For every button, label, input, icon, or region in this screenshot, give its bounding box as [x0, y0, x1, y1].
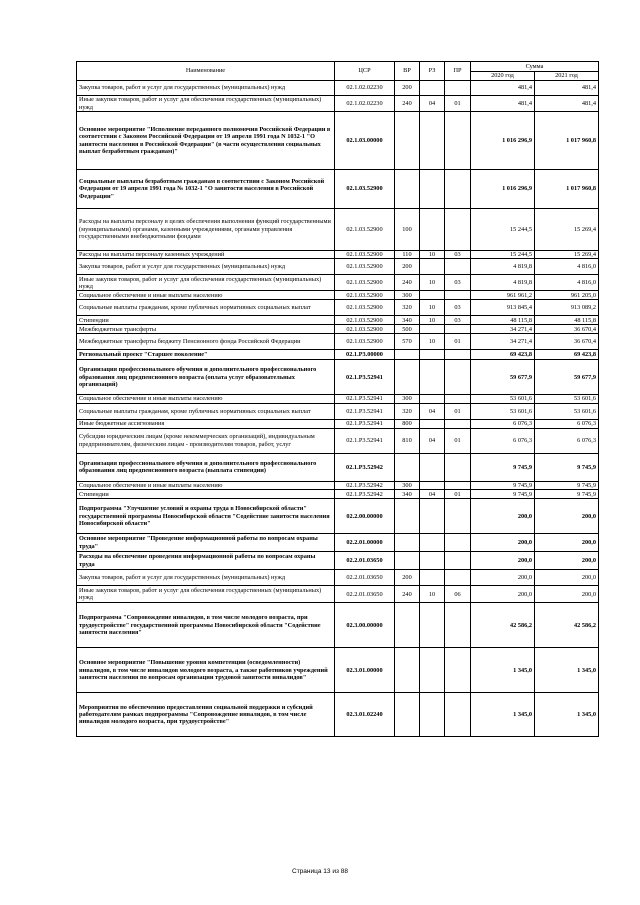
cell-vr: 800: [395, 419, 420, 428]
cell-vr: 320: [395, 300, 420, 316]
table-row: [77, 96, 599, 112]
cell-rz: [420, 209, 445, 251]
cell-rz: 04: [420, 490, 445, 499]
cell-csr: 02.1.03.52900: [335, 316, 395, 325]
cell-vr: 320: [395, 403, 420, 419]
cell-vr: [395, 360, 420, 395]
cell-name: Расходы на обеспечение проведения информационной работы по вопросам охраны труда: [77, 552, 335, 570]
cell-vr: 340: [395, 490, 420, 499]
cell-y2021: 200,0: [535, 499, 599, 534]
cell-csr: 02.2.00.00000: [335, 499, 395, 534]
cell-name: Основное мероприятие "Повышение уровня компетенции (осведомленности) инвалидов, в том числе инвалидов молодого возраста, а также работников учреждений занятости населения по вопросам организации трудовой занятости инвалидов": [77, 648, 335, 693]
cell-rz: [420, 481, 445, 489]
cell-y2021: 6 076,3: [535, 428, 599, 453]
cell-csr: 02.1.03.52900: [335, 251, 395, 259]
cell-pr: 03: [445, 316, 471, 325]
cell-csr: 02.1.02.02230: [335, 81, 395, 96]
cell-vr: 240: [395, 96, 420, 112]
cell-name: Региональный проект "Старшее поколение": [77, 350, 335, 360]
cell-y2021: 481,4: [535, 81, 599, 96]
cell-pr: [445, 81, 471, 96]
cell-csr: 02.2.01.03650: [335, 586, 395, 603]
cell-y2020: 1 016 296,9: [471, 112, 535, 170]
cell-y2020: 15 244,5: [471, 209, 535, 251]
cell-rz: 04: [420, 96, 445, 112]
cell-y2020: 69 423,8: [471, 350, 535, 360]
table-row: [77, 259, 599, 275]
cell-rz: [420, 419, 445, 428]
cell-pr: [445, 499, 471, 534]
table-row: [77, 251, 599, 259]
cell-csr: 02.3.01.02240: [335, 693, 395, 737]
table-row: [77, 291, 599, 300]
cell-pr: 01: [445, 428, 471, 453]
cell-rz: [420, 350, 445, 360]
cell-pr: 01: [445, 403, 471, 419]
cell-rz: [420, 603, 445, 648]
cell-csr: 02.1.P3.52941: [335, 395, 395, 403]
table-row: [77, 325, 599, 334]
cell-y2020: 53 601,6: [471, 403, 535, 419]
cell-pr: [445, 534, 471, 552]
cell-rz: [420, 395, 445, 403]
cell-vr: 810: [395, 428, 420, 453]
cell-y2020: 34 271,4: [471, 334, 535, 350]
cell-y2020: 15 244,5: [471, 251, 535, 259]
cell-csr: 02.3.00.00000: [335, 603, 395, 648]
table-row: [77, 499, 599, 534]
cell-y2021: 200,0: [535, 534, 599, 552]
cell-y2020: 53 601,6: [471, 395, 535, 403]
cell-csr: 02.1.03.52900: [335, 334, 395, 350]
cell-y2020: 59 677,9: [471, 360, 535, 395]
cell-name: Закупка товаров, работ и услуг для государственных (муниципальных) нужд: [77, 259, 335, 275]
page-footer: Страница 13 из 88: [292, 868, 348, 875]
cell-y2021: 6 076,3: [535, 419, 599, 428]
cell-y2021: 4 816,0: [535, 259, 599, 275]
cell-y2020: 9 745,9: [471, 490, 535, 499]
cell-name: Социальные выплаты гражданам, кроме публичных нормативных социальных выплат: [77, 403, 335, 419]
cell-rz: [420, 693, 445, 737]
budget-table: [76, 61, 599, 737]
cell-y2020: 9 745,9: [471, 481, 535, 489]
table-row: [77, 81, 599, 96]
cell-name: Иные бюджетные ассигнования: [77, 419, 335, 428]
table-row: [77, 112, 599, 170]
cell-name: Подпрограмма "Улучшение условий и охраны труда в Новосибирской области" государственной программы Новосибирской области "Содействие занятости населения Новосибирской области": [77, 499, 335, 534]
cell-y2021: 1 017 960,8: [535, 112, 599, 170]
cell-y2020: 6 076,3: [471, 419, 535, 428]
cell-name: Закупка товаров, работ и услуг для государственных (муниципальных) нужд: [77, 570, 335, 586]
cell-vr: 200: [395, 259, 420, 275]
cell-y2020: 200,0: [471, 570, 535, 586]
cell-pr: [445, 419, 471, 428]
cell-pr: [445, 291, 471, 300]
table-row: [77, 170, 599, 209]
cell-y2020: 42 586,2: [471, 603, 535, 648]
cell-rz: [420, 534, 445, 552]
cell-pr: [445, 552, 471, 570]
cell-rz: [420, 325, 445, 334]
cell-name: Расходы на выплаты персоналу казенных учреждений: [77, 251, 335, 259]
cell-name: Расходы на выплаты персоналу в целях обеспечения выполнения функций государственными (муниципальными) органами, казенными учреждениями, органами управления государственными внебюджетными фондами: [77, 209, 335, 251]
table-row: [77, 570, 599, 586]
cell-pr: [445, 648, 471, 693]
cell-vr: [395, 350, 420, 360]
cell-rz: [420, 499, 445, 534]
cell-vr: 200: [395, 81, 420, 96]
cell-pr: 03: [445, 275, 471, 291]
cell-y2021: 913 089,2: [535, 300, 599, 316]
cell-pr: [445, 112, 471, 170]
cell-y2021: 42 586,2: [535, 603, 599, 648]
cell-name: Социальное обеспечение и иные выплаты населению: [77, 291, 335, 300]
cell-y2020: 6 076,3: [471, 428, 535, 453]
cell-pr: [445, 570, 471, 586]
cell-csr: 02.1.P3.52941: [335, 428, 395, 453]
cell-name: Межбюджетные трансферты бюджету Пенсионного фонда Российской Федерации: [77, 334, 335, 350]
table-row: [77, 360, 599, 395]
cell-name: Закупка товаров, работ и услуг для государственных (муниципальных) нужд: [77, 81, 335, 96]
cell-vr: [395, 693, 420, 737]
cell-vr: 500: [395, 325, 420, 334]
cell-name: Подпрограмма "Сопровождение инвалидов, в том числе молодого возраста, при трудоустройстве" государственной программы Новосибирской области "Содействие занятости населения": [77, 603, 335, 648]
cell-rz: [420, 112, 445, 170]
cell-name: Организация профессионального обучения и дополнительного профессионального образования лиц предпенсионного возраста (оплата услуг образовательных организаций): [77, 360, 335, 395]
cell-csr: 02.1.02.02230: [335, 96, 395, 112]
cell-pr: [445, 350, 471, 360]
cell-name: Иные закупки товаров, работ и услуг для обеспечения государственных (муниципальных) нужд: [77, 96, 335, 112]
cell-pr: [445, 395, 471, 403]
table-row: [77, 534, 599, 552]
cell-csr: 02.3.01.00000: [335, 648, 395, 693]
cell-csr: 02.1.03.52900: [335, 291, 395, 300]
cell-csr: 02.1.P3.52941: [335, 419, 395, 428]
cell-rz: 10: [420, 300, 445, 316]
cell-pr: 06: [445, 586, 471, 603]
table-row: [77, 648, 599, 693]
cell-csr: 02.1.03.52900: [335, 170, 395, 209]
cell-csr: 02.1.P3.52942: [335, 481, 395, 489]
cell-y2020: 481,4: [471, 81, 535, 96]
budget-page: [76, 61, 598, 737]
cell-y2020: 200,0: [471, 534, 535, 552]
cell-name: Субсидии юридическим лицам (кроме некоммерческих организаций), индивидуальным предпринимателям, физическим лицам - производителям товаров, работ, услуг: [77, 428, 335, 453]
cell-rz: [420, 552, 445, 570]
cell-y2021: 200,0: [535, 586, 599, 603]
cell-y2021: 15 269,4: [535, 209, 599, 251]
cell-y2020: 481,4: [471, 96, 535, 112]
cell-pr: [445, 259, 471, 275]
cell-rz: [420, 170, 445, 209]
cell-name: Социальные выплаты гражданам, кроме публичных нормативных социальных выплат: [77, 300, 335, 316]
cell-y2021: 9 745,9: [535, 490, 599, 499]
cell-rz: [420, 648, 445, 693]
cell-name: Мероприятия по обеспечению предоставления социальной поддержки и субсидий работодателям рамках подпрограммы "Сопровождение инвалидов, в том числе инвалидов молодого возраста, при трудоустройстве": [77, 693, 335, 737]
cell-vr: 300: [395, 395, 420, 403]
table-row: [77, 334, 599, 350]
cell-y2021: 1 017 960,8: [535, 170, 599, 209]
cell-y2020: 48 115,8: [471, 316, 535, 325]
cell-vr: [395, 603, 420, 648]
cell-y2020: 4 819,8: [471, 275, 535, 291]
cell-pr: [445, 360, 471, 395]
table-row: [77, 603, 599, 648]
cell-y2021: 200,0: [535, 552, 599, 570]
cell-vr: 110: [395, 251, 420, 259]
cell-name: Основное мероприятие "Исполнение переданного полномочия Российской Федерации в соответствии с Законом Российской Федерации от 19 апреля 1991 года N 1032-1 "О занятости населения в Российской Федерации" (в части осуществления социальных выплат безработным гражданам)": [77, 112, 335, 170]
cell-csr: 02.1.03.52900: [335, 259, 395, 275]
cell-y2021: 961 205,0: [535, 291, 599, 300]
cell-rz: 04: [420, 428, 445, 453]
table-row: [77, 300, 599, 316]
cell-pr: [445, 209, 471, 251]
cell-csr: 02.1.P3.52942: [335, 453, 395, 481]
table-row: [77, 395, 599, 403]
cell-csr: 02.1.P3.52941: [335, 360, 395, 395]
header-csr: ЦСР: [335, 62, 395, 81]
header-year-2020: 2020 год: [471, 72, 535, 81]
cell-pr: [445, 325, 471, 334]
cell-name: Социальные выплаты безработным гражданам в соответствии с Законом Российской Федерации от 19 апреля 1991 года № 1032-1 "О занятости населения в Российской Федерации": [77, 170, 335, 209]
cell-pr: 01: [445, 96, 471, 112]
cell-y2021: 4 816,0: [535, 275, 599, 291]
cell-y2021: 59 677,9: [535, 360, 599, 395]
cell-name: Иные закупки товаров, работ и услуг для обеспечения государственных (муниципальных) нужд: [77, 586, 335, 603]
table-row: [77, 490, 599, 499]
table-row: [77, 403, 599, 419]
header-year-2021: 2021 год: [535, 72, 599, 81]
cell-rz: 10: [420, 316, 445, 325]
cell-y2021: 1 345,0: [535, 648, 599, 693]
cell-rz: [420, 81, 445, 96]
cell-csr: 02.1.03.52900: [335, 209, 395, 251]
header-sum: Сумма: [471, 62, 599, 72]
cell-rz: 10: [420, 251, 445, 259]
cell-y2020: 200,0: [471, 499, 535, 534]
cell-csr: 02.1.P3.52942: [335, 490, 395, 499]
header-name: Наименование: [77, 62, 335, 81]
header-rz: РЗ: [420, 62, 445, 81]
cell-vr: [395, 499, 420, 534]
cell-vr: [395, 170, 420, 209]
cell-name: Основное мероприятие "Проведение информационной работы по вопросам охраны труда": [77, 534, 335, 552]
cell-csr: 02.2.01.03650: [335, 570, 395, 586]
cell-csr: 02.2.01.03650: [335, 552, 395, 570]
cell-y2021: 9 745,9: [535, 481, 599, 489]
table-row: [77, 552, 599, 570]
cell-pr: [445, 453, 471, 481]
cell-y2021: 9 745,9: [535, 453, 599, 481]
cell-y2020: 913 845,4: [471, 300, 535, 316]
header-vr: ВР: [395, 62, 420, 81]
cell-y2020: 34 271,4: [471, 325, 535, 334]
cell-vr: 570: [395, 334, 420, 350]
cell-y2020: 1 016 296,9: [471, 170, 535, 209]
cell-rz: [420, 453, 445, 481]
cell-csr: 02.1.03.52900: [335, 275, 395, 291]
cell-y2021: 15 269,4: [535, 251, 599, 259]
cell-y2020: 1 345,0: [471, 648, 535, 693]
cell-y2021: 481,4: [535, 96, 599, 112]
table-body: [77, 81, 599, 737]
cell-y2021: 36 670,4: [535, 325, 599, 334]
cell-csr: 02.2.01.00000: [335, 534, 395, 552]
cell-name: Организация профессионального обучения и дополнительного профессионального образования лиц предпенсионного возраста (выплата стипендии): [77, 453, 335, 481]
cell-name: Иные закупки товаров, работ и услуг для обеспечения государственных (муниципальных) нужд: [77, 275, 335, 291]
cell-y2020: 200,0: [471, 586, 535, 603]
cell-vr: 240: [395, 586, 420, 603]
cell-y2021: 1 345,0: [535, 693, 599, 737]
table-row: [77, 350, 599, 360]
cell-vr: 200: [395, 570, 420, 586]
cell-rz: [420, 291, 445, 300]
cell-csr: 02.1.P3.00000: [335, 350, 395, 360]
table-row: [77, 481, 599, 489]
table-row: [77, 453, 599, 481]
table-row: [77, 209, 599, 251]
cell-rz: [420, 259, 445, 275]
cell-pr: [445, 481, 471, 489]
cell-pr: 03: [445, 300, 471, 316]
table-row: [77, 693, 599, 737]
cell-y2021: 53 601,6: [535, 395, 599, 403]
cell-y2021: 53 601,6: [535, 403, 599, 419]
cell-vr: 240: [395, 275, 420, 291]
cell-rz: 10: [420, 275, 445, 291]
cell-vr: [395, 552, 420, 570]
cell-name: Социальное обеспечение и иные выплаты населению: [77, 481, 335, 489]
cell-vr: 340: [395, 316, 420, 325]
cell-rz: [420, 360, 445, 395]
cell-y2021: 48 115,8: [535, 316, 599, 325]
cell-rz: 10: [420, 334, 445, 350]
cell-csr: 02.1.03.00000: [335, 112, 395, 170]
header-pr: ПР: [445, 62, 471, 81]
cell-pr: [445, 170, 471, 209]
cell-vr: 300: [395, 291, 420, 300]
cell-y2020: 961 961,2: [471, 291, 535, 300]
table-row: [77, 586, 599, 603]
cell-y2020: 9 745,9: [471, 453, 535, 481]
cell-csr: 02.1.P3.52941: [335, 403, 395, 419]
cell-rz: [420, 570, 445, 586]
cell-pr: 01: [445, 490, 471, 499]
cell-pr: [445, 603, 471, 648]
cell-vr: 100: [395, 209, 420, 251]
cell-rz: 10: [420, 586, 445, 603]
cell-pr: [445, 693, 471, 737]
cell-y2021: 69 423,8: [535, 350, 599, 360]
table-row: [77, 316, 599, 325]
cell-pr: 03: [445, 251, 471, 259]
cell-y2021: 36 670,4: [535, 334, 599, 350]
cell-name: Стипендии: [77, 490, 335, 499]
cell-csr: 02.1.03.52900: [335, 300, 395, 316]
cell-name: Стипендии: [77, 316, 335, 325]
cell-vr: [395, 453, 420, 481]
cell-pr: 01: [445, 334, 471, 350]
cell-y2021: 200,0: [535, 570, 599, 586]
cell-vr: 300: [395, 481, 420, 489]
cell-name: Социальное обеспечение и иные выплаты населению: [77, 395, 335, 403]
cell-vr: [395, 112, 420, 170]
table-row: [77, 419, 599, 428]
table-row: [77, 275, 599, 291]
cell-name: Межбюджетные трансферты: [77, 325, 335, 334]
cell-y2020: 200,0: [471, 552, 535, 570]
cell-y2020: 4 819,8: [471, 259, 535, 275]
cell-rz: 04: [420, 403, 445, 419]
cell-vr: [395, 534, 420, 552]
cell-csr: 02.1.03.52900: [335, 325, 395, 334]
cell-y2020: 1 345,0: [471, 693, 535, 737]
table-row: [77, 428, 599, 453]
cell-vr: [395, 648, 420, 693]
